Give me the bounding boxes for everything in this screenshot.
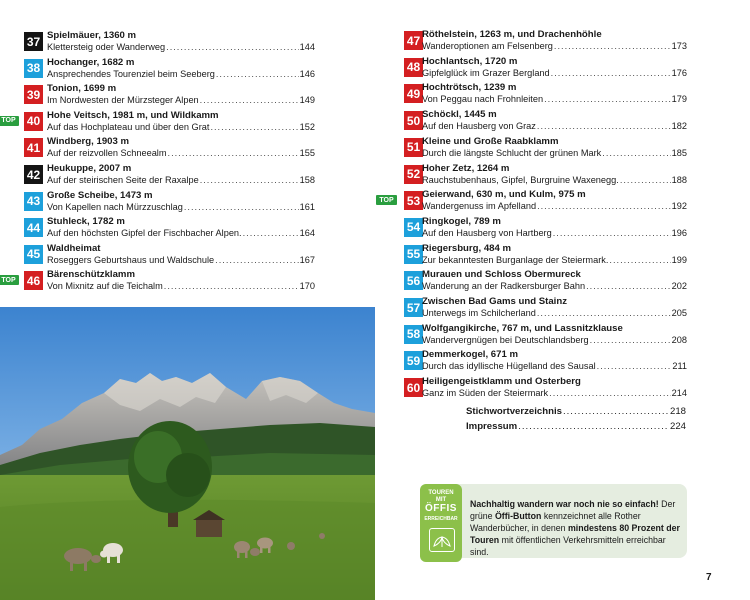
tour-subtitle-line — [47, 202, 315, 212]
tour-page-number: 196 — [671, 227, 687, 238]
offi-text-part3: mit öffentlichen Verkehrsmitteln erreichbar sind. — [470, 535, 666, 557]
tour-page-number: 188 — [671, 174, 687, 185]
tour-page-number: 205 — [671, 308, 687, 318]
impressum-label: Impressum — [466, 421, 518, 432]
tour-number-badge: 47 — [404, 31, 423, 50]
tour-subtitle-line — [422, 121, 687, 131]
tour-subtitle: Von Peggau nach Frohnleiten — [422, 94, 544, 105]
tour-number-badge: 49 — [404, 84, 423, 103]
tour-title: Hoher Zetz, 1264 m — [422, 162, 510, 174]
tour-subtitle-line — [422, 361, 687, 371]
tour-page-number: 170 — [299, 281, 315, 292]
offi-logo-line3: ÖFFIS — [425, 503, 457, 514]
tour-number-badge: 37 — [24, 32, 43, 51]
tour-subtitle-line — [422, 281, 687, 291]
tour-title: Hochtrötsch, 1239 m — [422, 82, 517, 94]
leader-dots — [553, 228, 671, 238]
tour-subtitle: Ansprechendes Tourenziel beim Seeberg — [47, 68, 215, 79]
tour-page-number: 214 — [671, 388, 687, 399]
tour-title: Heiligengeistklamm und Osterberg — [422, 376, 581, 388]
tour-subtitle-line — [422, 228, 687, 238]
tour-subtitle: Von Mixnitz auf die Teichalm — [47, 281, 163, 292]
leader-dots — [609, 255, 670, 265]
tour-subtitle-line — [422, 175, 687, 185]
tour-page-number: 144 — [299, 42, 315, 52]
tour-subtitle: Zur bekanntesten Burganlage der Steiermark. — [422, 254, 609, 265]
tour-page-number: 182 — [671, 121, 687, 132]
toc-entry[interactable] — [375, 324, 687, 348]
tour-subtitle-line — [47, 175, 315, 185]
tour-subtitle: Wanderung an der Radkersburger Bahn — [422, 281, 586, 292]
leader-dots — [620, 175, 671, 185]
tour-title: Demmerkogel, 671 m — [422, 349, 518, 361]
tour-subtitle: Von Kapellen nach Mürzzuschlag — [47, 201, 183, 212]
tour-subtitle: Wanderoptionen am Felsenberg — [422, 41, 553, 51]
tour-page-number: 155 — [299, 148, 315, 159]
tour-subtitle-line — [47, 148, 315, 158]
toc-entry[interactable] — [0, 164, 315, 188]
offi-text-bold3: mindestens 80 Prozent der Touren — [470, 523, 680, 545]
tour-page-number: 173 — [671, 41, 687, 51]
tour-subtitle-line — [422, 308, 687, 318]
tour-subtitle-line — [47, 95, 315, 105]
tour-subtitle-line — [422, 94, 687, 104]
offi-text-bold1: Nachhaltig wandern war noch nie so einfach! — [470, 499, 659, 509]
tour-number-badge: 51 — [404, 138, 423, 157]
tour-number-badge: 43 — [24, 192, 43, 211]
leader-dots — [210, 122, 298, 132]
landscape-photo — [0, 307, 375, 600]
tour-page-number: 211 — [672, 361, 687, 372]
toc-entry[interactable] — [375, 190, 687, 214]
toc-entry[interactable] — [375, 83, 687, 107]
tour-subtitle-line — [47, 255, 315, 265]
toc-entry[interactable] — [375, 270, 687, 294]
tour-subtitle: Auf der steirischen Seite der Raxalpe — [47, 175, 199, 185]
leader-dots — [518, 421, 669, 435]
offi-logo-line4: ERREICHBAR — [424, 516, 458, 522]
tour-number-badge: 41 — [24, 138, 43, 157]
leader-dots — [184, 202, 299, 212]
tour-subtitle-line — [422, 388, 687, 398]
tour-subtitle: Im Nordwesten der Mürzsteger Alpen — [47, 95, 199, 106]
tour-page-number: 192 — [671, 201, 687, 212]
tour-number-badge: 53 — [404, 191, 423, 210]
tour-subtitle-line — [47, 281, 315, 291]
leader-dots — [554, 41, 671, 51]
tour-number-badge: 60 — [404, 378, 423, 397]
tour-number-badge: 38 — [24, 59, 43, 78]
tour-title: Windberg, 1903 m — [47, 136, 130, 148]
index-page: 218 — [669, 406, 686, 417]
tour-title: Waldheimat — [47, 242, 101, 254]
leader-dots — [549, 388, 671, 398]
tour-subtitle-line — [47, 122, 315, 132]
tour-title: Kleine und Große Raabklamm — [422, 135, 559, 147]
leader-dots — [537, 308, 671, 318]
tour-subtitle-line — [422, 255, 687, 265]
leader-dots — [597, 361, 672, 371]
leader-dots — [544, 94, 671, 104]
tour-title: Ringkogel, 789 m — [422, 215, 501, 227]
leader-dots — [200, 95, 299, 105]
leader-dots — [537, 201, 671, 211]
leader-dots — [590, 335, 671, 345]
tour-subtitle-line — [47, 228, 315, 238]
tour-number-badge: 39 — [24, 85, 43, 104]
toc-entry[interactable] — [375, 137, 687, 161]
tour-title: Riegersburg, 484 m — [422, 242, 512, 254]
leader-dots — [166, 42, 299, 52]
toc-entry[interactable] — [375, 164, 687, 188]
tour-subtitle-line — [422, 335, 687, 345]
tour-title: Bärenschützklamm — [47, 269, 135, 281]
tour-subtitle: Unterwegs im Schilcherland — [422, 308, 536, 318]
impressum-page: 224 — [669, 421, 686, 432]
offi-text-bold2: Öffi-Button — [494, 511, 542, 521]
offi-text-part1: Der grüne — [470, 499, 676, 521]
toc-entry[interactable] — [0, 244, 315, 268]
leader-dots — [200, 175, 299, 185]
alpine-meadow-image — [0, 307, 375, 600]
offi-button-logo — [420, 484, 462, 562]
toc-entry[interactable] — [0, 58, 315, 82]
tour-page-number: 176 — [671, 67, 687, 78]
tour-page-number: 167 — [299, 254, 315, 265]
impressum-line[interactable] — [466, 421, 686, 435]
leader-dots — [216, 69, 299, 79]
tour-subtitle: Wandergenuss im Apfelland — [422, 201, 537, 212]
tour-subtitle: Roseggers Geburtshaus und Waldschule — [47, 254, 215, 265]
toc-entry[interactable] — [375, 30, 687, 54]
tour-subtitle: Ganz im Süden der Steiermark — [422, 388, 549, 399]
leaf-icon — [429, 528, 455, 552]
tour-title: Stuhleck, 1782 m — [47, 216, 125, 228]
tour-page-number: 161 — [299, 201, 315, 212]
index-line[interactable] — [466, 406, 686, 420]
tour-subtitle: Durch die längste Schlucht der grünen Mark — [422, 147, 602, 158]
tour-number-badge: 44 — [24, 218, 43, 237]
toc-entry[interactable] — [0, 270, 315, 294]
tour-number-badge: 54 — [404, 218, 423, 237]
leader-dots — [537, 121, 671, 131]
tour-number-badge: 52 — [404, 165, 423, 184]
toc-entry[interactable] — [375, 377, 687, 401]
toc-entry[interactable] — [375, 297, 687, 321]
tour-number-badge: 42 — [24, 165, 43, 184]
tour-title: Geierwand, 630 m, und Kulm, 975 m — [422, 189, 586, 201]
leader-dots — [164, 281, 299, 291]
tour-subtitle-line — [47, 69, 315, 79]
tour-page-number: 179 — [671, 94, 687, 105]
toc-entry[interactable] — [0, 31, 315, 55]
toc-entry[interactable] — [0, 137, 315, 161]
tour-number-badge: 46 — [24, 271, 43, 290]
tour-page-number: 199 — [671, 254, 687, 265]
leader-dots — [563, 406, 669, 420]
tour-subtitle: Auf das Hochplateau und über den Grat — [47, 121, 210, 132]
offi-logo-line2: MIT — [435, 497, 447, 503]
tour-number-badge: 59 — [404, 351, 423, 370]
tour-number-badge: 50 — [404, 111, 423, 130]
leader-dots — [586, 281, 671, 291]
leader-dots — [551, 68, 671, 78]
tour-number-badge: 40 — [24, 112, 43, 131]
tour-subtitle-line — [422, 148, 687, 158]
toc-entry[interactable] — [0, 217, 315, 241]
tour-title: Wolfgangikirche, 767 m, und Lassnitzklause — [422, 322, 623, 334]
tour-subtitle: Auf den Hausberg von Graz — [422, 121, 536, 132]
toc-entry[interactable] — [375, 57, 687, 81]
tour-title: Murauen und Schloss Obermureck — [422, 269, 581, 281]
tour-subtitle: Durch das idyllische Hügelland des Sausal — [422, 361, 596, 372]
tour-title: Zwischen Bad Gams und Stainz — [422, 296, 567, 307]
tour-title: Tonion, 1699 m — [47, 83, 117, 95]
tour-title: Hohe Veitsch, 1981 m, und Wildkamm — [47, 109, 219, 121]
index-label: Stichwortverzeichnis — [466, 406, 562, 417]
tour-subtitle-line — [47, 42, 315, 52]
offi-description — [470, 498, 684, 558]
tour-subtitle: Gipfelglück im Grazer Bergland — [422, 67, 550, 78]
toc-entry[interactable] — [375, 350, 687, 374]
tour-number-badge: 45 — [24, 245, 43, 264]
tour-subtitle: Auf der reizvollen Schneealm — [47, 148, 167, 159]
tour-page-number: 202 — [671, 281, 687, 292]
top-badge: TOP — [0, 116, 19, 126]
toc-entry[interactable] — [375, 244, 687, 268]
tour-title: Röthelstein, 1263 m, und Drachenhöhle — [422, 29, 602, 40]
tour-subtitle: Auf den Hausberg von Hartberg — [422, 227, 552, 238]
tour-page-number: 152 — [299, 121, 315, 132]
toc-entry[interactable] — [0, 191, 315, 215]
tour-number-badge: 48 — [404, 58, 423, 77]
tour-number-badge: 58 — [404, 325, 423, 344]
tour-subtitle: Rauchstubenhaus, Gipfel, Burgruine Waxenegg. — [422, 174, 619, 185]
tour-subtitle: Wandervergnügen bei Deutschlandsberg — [422, 334, 589, 345]
leader-dots — [243, 228, 299, 238]
tour-title: Schöckl, 1445 m — [422, 109, 497, 121]
toc-entry[interactable] — [0, 111, 315, 135]
toc-entry[interactable] — [375, 110, 687, 134]
top-badge: TOP — [0, 275, 19, 285]
toc-entry[interactable] — [0, 84, 315, 108]
tour-number-badge: 55 — [404, 245, 423, 264]
tour-subtitle: Auf den höchsten Gipfel der Fischbacher Alpen. — [47, 228, 242, 239]
tour-page-number: 146 — [299, 68, 315, 79]
tour-subtitle-line — [422, 201, 687, 211]
tour-title: Hochanger, 1682 m — [47, 56, 135, 68]
top-badge: TOP — [376, 195, 397, 205]
tour-title: Große Scheibe, 1473 m — [47, 189, 153, 201]
leader-dots — [168, 148, 299, 158]
tour-page-number: 158 — [299, 175, 315, 185]
toc-entry[interactable] — [375, 217, 687, 241]
leader-dots — [215, 255, 298, 265]
tour-title: Hochlantsch, 1720 m — [422, 55, 518, 67]
tour-page-number: 164 — [299, 228, 315, 239]
tour-page-number: 208 — [671, 334, 687, 345]
tour-title: Heukuppe, 2007 m — [47, 163, 132, 174]
tour-page-number: 185 — [671, 147, 687, 158]
tour-number-badge: 57 — [404, 298, 423, 317]
page-number: 7 — [706, 572, 712, 583]
offi-text-part2: kennzeichnet alle Rother Wanderbücher, in denen — [470, 511, 641, 533]
tour-page-number: 149 — [299, 95, 315, 106]
offi-logo-line1: TOUREN — [428, 490, 454, 496]
tour-subtitle: Klettersteig oder Wanderweg — [47, 42, 166, 52]
tour-subtitle-line — [422, 68, 687, 78]
tour-subtitle-line — [422, 41, 687, 51]
tour-title: Spielmäuer, 1360 m — [47, 30, 137, 41]
tour-number-badge: 56 — [404, 271, 423, 290]
leader-dots — [602, 148, 670, 158]
